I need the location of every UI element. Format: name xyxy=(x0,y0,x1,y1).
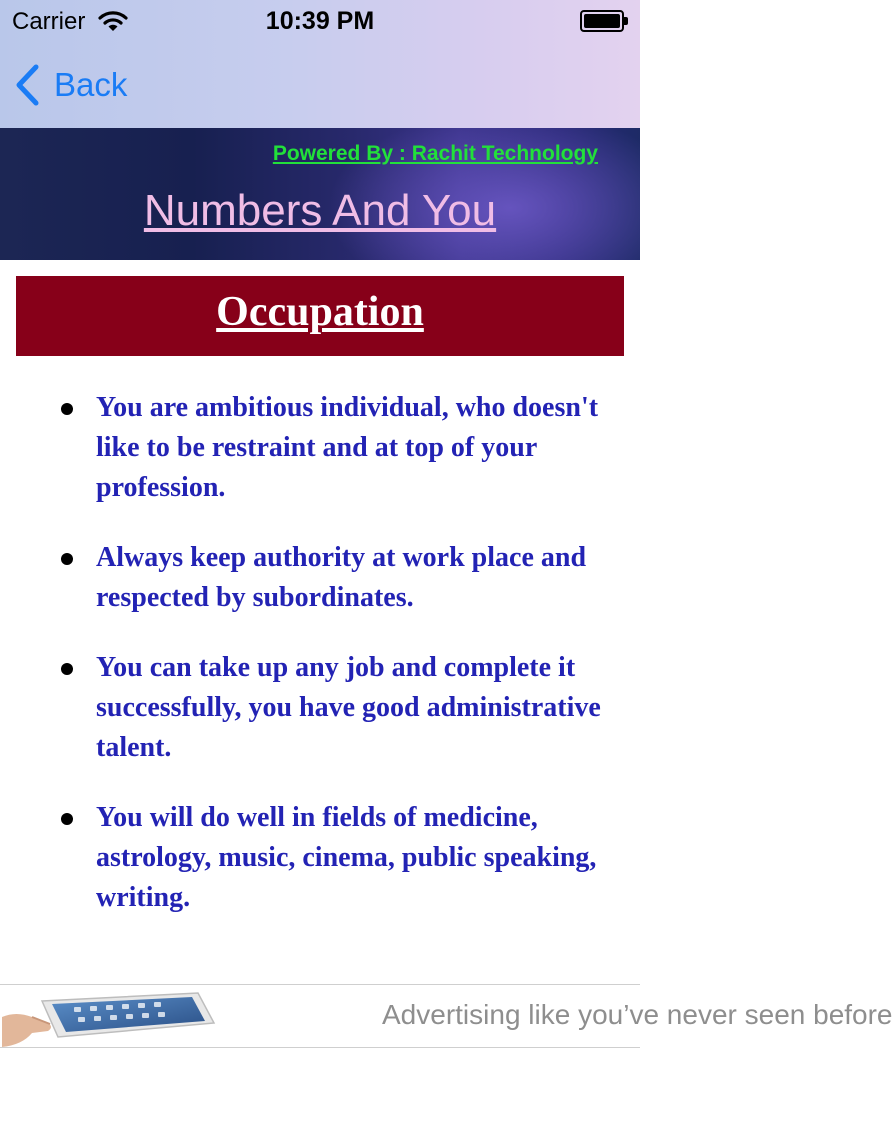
battery-icon xyxy=(580,10,628,32)
list-item xyxy=(0,538,640,618)
app-title[interactable]: Numbers And You xyxy=(143,186,497,235)
ad-banner[interactable] xyxy=(0,984,893,1048)
bullet-icon xyxy=(61,663,73,675)
navigation-bar xyxy=(0,0,640,128)
header-banner xyxy=(0,128,640,260)
list-item xyxy=(0,388,640,508)
occupation-list xyxy=(0,388,640,948)
list-item-text: You can take up any job and complete it successfully, you have good administrative talent. xyxy=(96,652,601,763)
list-item xyxy=(0,798,640,918)
list-item-text: You are ambitious individual, who doesn't like to be restraint and at top of your profession. xyxy=(96,392,599,503)
list-item-text: You will do well in fields of medicine, astrology, music, cinema, public speaking, writing. xyxy=(96,802,597,913)
back-label: Back xyxy=(54,66,128,103)
powered-by-link[interactable]: Powered By : Rachit Technology xyxy=(272,142,598,165)
section-title: Occupation xyxy=(216,289,424,335)
status-bar xyxy=(0,0,640,40)
tablet-ad-image xyxy=(2,987,216,1049)
bullet-icon xyxy=(61,813,73,825)
bullet-icon xyxy=(61,403,73,415)
section-header xyxy=(16,276,624,356)
status-time: 10:39 PM xyxy=(265,7,375,35)
list-item xyxy=(0,648,640,768)
chevron-left-icon xyxy=(14,64,40,106)
bullet-icon xyxy=(61,553,73,565)
carrier-label: Carrier xyxy=(12,8,86,35)
back-button[interactable] xyxy=(14,60,127,110)
list-item-text: Always keep authority at work place and respected by subordinates. xyxy=(96,542,587,613)
ad-text: Advertising like you’ve never seen before xyxy=(382,999,893,1030)
